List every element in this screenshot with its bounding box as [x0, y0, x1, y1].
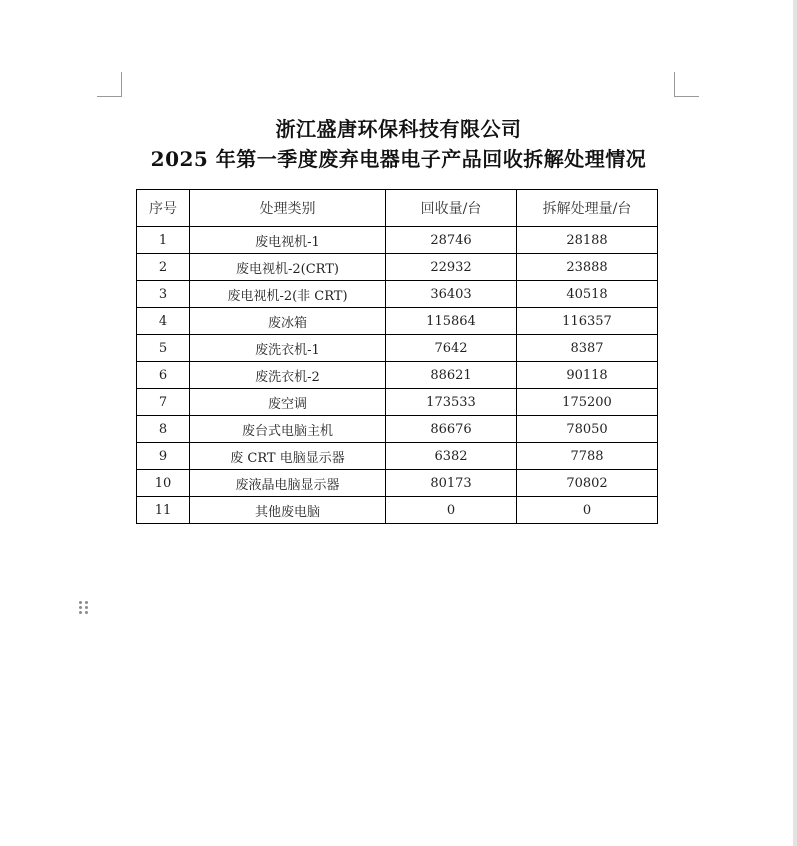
cell-category: 废电视机-1 [190, 227, 386, 254]
table-row [137, 281, 658, 308]
cell-recovered: 28746 [386, 227, 517, 254]
cell-dismantled: 90118 [517, 362, 658, 389]
cell-dismantled: 116357 [517, 308, 658, 335]
cell-recovered: 88621 [386, 362, 517, 389]
cell-dismantled: 175200 [517, 389, 658, 416]
cell-recovered: 0 [386, 497, 517, 524]
cell-serial: 2 [137, 254, 190, 281]
cell-serial: 5 [137, 335, 190, 362]
cell-category: 废台式电脑主机 [190, 416, 386, 443]
cell-serial: 10 [137, 470, 190, 497]
cell-dismantled: 8387 [517, 335, 658, 362]
cell-category: 废电视机-2(非 CRT) [190, 281, 386, 308]
cell-recovered: 6382 [386, 443, 517, 470]
cell-dismantled: 40518 [517, 281, 658, 308]
cell-dismantled: 28188 [517, 227, 658, 254]
cell-serial: 1 [137, 227, 190, 254]
cell-dismantled: 70802 [517, 470, 658, 497]
cell-serial: 3 [137, 281, 190, 308]
document-title-report: 2025 年第一季度废弃电器电子产品回收拆解处理情况 [150, 147, 647, 171]
cell-serial: 8 [137, 416, 190, 443]
cell-serial: 11 [137, 497, 190, 524]
scrollbar-track[interactable] [793, 0, 797, 846]
document-title-company: 浙江盛唐环保科技有限公司 [275, 117, 522, 141]
cell-serial: 4 [137, 308, 190, 335]
table-row [137, 308, 658, 335]
cell-recovered: 173533 [386, 389, 517, 416]
cell-category: 废冰箱 [190, 308, 386, 335]
recycling-table [136, 189, 658, 524]
cell-category: 其他废电脑 [190, 497, 386, 524]
header-serial: 序号 [137, 190, 190, 227]
cell-dismantled: 0 [517, 497, 658, 524]
cell-recovered: 36403 [386, 281, 517, 308]
cell-recovered: 115864 [386, 308, 517, 335]
cell-serial: 9 [137, 443, 190, 470]
cell-category: 废空调 [190, 389, 386, 416]
cell-serial: 6 [137, 362, 190, 389]
cell-serial: 7 [137, 389, 190, 416]
table-row [137, 254, 658, 281]
drag-handle-icon[interactable] [78, 600, 90, 616]
header-dismantled: 拆解处理量/台 [517, 190, 658, 227]
table-row [137, 443, 658, 470]
table-row [137, 470, 658, 497]
top-right-margin-corner-icon [674, 72, 699, 97]
header-recovered: 回收量/台 [386, 190, 517, 227]
cell-recovered: 86676 [386, 416, 517, 443]
cell-category: 废洗衣机-2 [190, 362, 386, 389]
cell-recovered: 22932 [386, 254, 517, 281]
table-row [137, 497, 658, 524]
cell-recovered: 7642 [386, 335, 517, 362]
cell-category: 废液晶电脑显示器 [190, 470, 386, 497]
table-row [137, 335, 658, 362]
cell-recovered: 80173 [386, 470, 517, 497]
cell-dismantled: 7788 [517, 443, 658, 470]
cell-category: 废电视机-2(CRT) [190, 254, 386, 281]
header-category: 处理类别 [190, 190, 386, 227]
cell-category: 废洗衣机-1 [190, 335, 386, 362]
table-header-row [137, 190, 658, 227]
table-row [137, 389, 658, 416]
table-row [137, 362, 658, 389]
table-row [137, 416, 658, 443]
cell-dismantled: 78050 [517, 416, 658, 443]
cell-dismantled: 23888 [517, 254, 658, 281]
table-row [137, 227, 658, 254]
cell-category: 废 CRT 电脑显示器 [190, 443, 386, 470]
top-left-margin-corner-icon [97, 72, 122, 97]
